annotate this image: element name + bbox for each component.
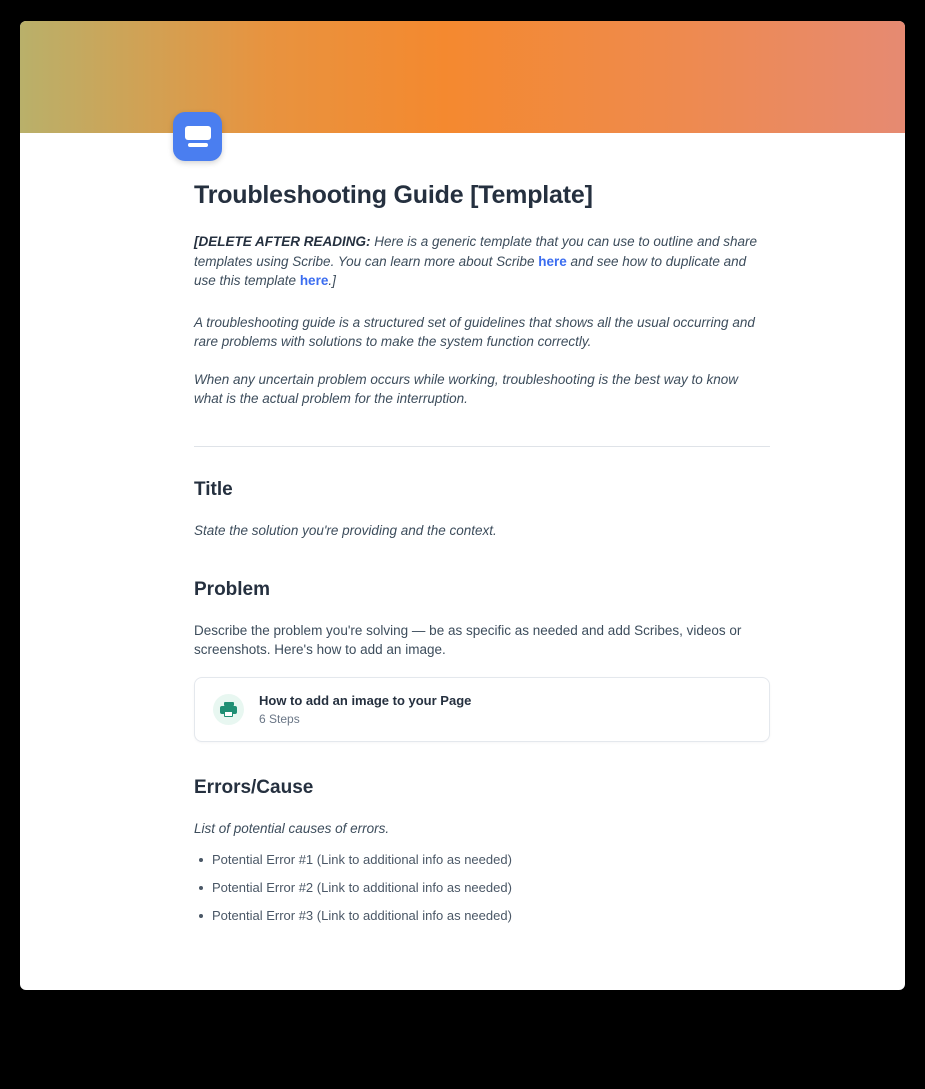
- intro-part-2: and see how to duplicate and use this template: [194, 253, 747, 289]
- printer-icon-tray: [224, 711, 233, 717]
- section-heading-problem: Problem: [194, 578, 271, 600]
- section-body-problem: Describe the problem you're solving — be as specific as needed and add Scribes, videos or screenshots. Here's how to add an image.: [194, 622, 742, 658]
- scribe-page-icon: [173, 112, 222, 161]
- section-body-errors: List of potential causes of errors.: [194, 820, 390, 836]
- section-heading-errors: Errors/Cause: [194, 776, 314, 798]
- intro-paragraph-2: When any uncertain problem occurs while working, troubleshooting is the best way to know what is the actual problem for the interruption.: [194, 371, 739, 407]
- scribe-learn-more-link[interactable]: here: [538, 253, 567, 269]
- intro-part-3: .]: [328, 273, 336, 289]
- printer-icon: [213, 694, 244, 725]
- intro-part-1: Here is a generic template that you can use to outline and share templates using Scribe. You can learn more about Scribe: [194, 234, 757, 269]
- intro-lead: [DELETE AFTER READING:: [194, 234, 371, 249]
- list-item: Potential Error #3 (Link to additional info as needed): [212, 908, 770, 923]
- list-item: Potential Error #1 (Link to additional info as needed): [212, 852, 770, 867]
- cover-banner: [20, 21, 905, 133]
- page-icon-screen: [185, 126, 211, 140]
- intro-paragraph-1: A troubleshooting guide is a structured set of guidelines that shows all the usual occurring and rare problems with solutions to make the system function correctly.: [194, 314, 755, 350]
- document-page: [20, 21, 905, 990]
- embedded-scribe-text: [259, 693, 471, 726]
- intro-disclaimer: [194, 232, 770, 291]
- page-icon-glyph: [185, 126, 211, 147]
- section-heading-title: Title: [194, 478, 233, 500]
- page-title: Troubleshooting Guide [Template]: [194, 181, 593, 209]
- error-list: [194, 852, 770, 923]
- embedded-scribe-title: How to add an image to your Page: [259, 692, 472, 708]
- embedded-scribe-card[interactable]: [194, 677, 770, 742]
- list-item: Potential Error #2 (Link to additional info as needed): [212, 880, 770, 895]
- page-icon-base: [188, 143, 208, 147]
- section-body-title: State the solution you're providing and the context.: [194, 522, 497, 538]
- printer-icon-shape: [220, 702, 237, 717]
- embedded-scribe-steps: 6 Steps: [259, 711, 300, 726]
- duplicate-template-link[interactable]: here: [299, 273, 329, 289]
- document-content: [194, 181, 770, 936]
